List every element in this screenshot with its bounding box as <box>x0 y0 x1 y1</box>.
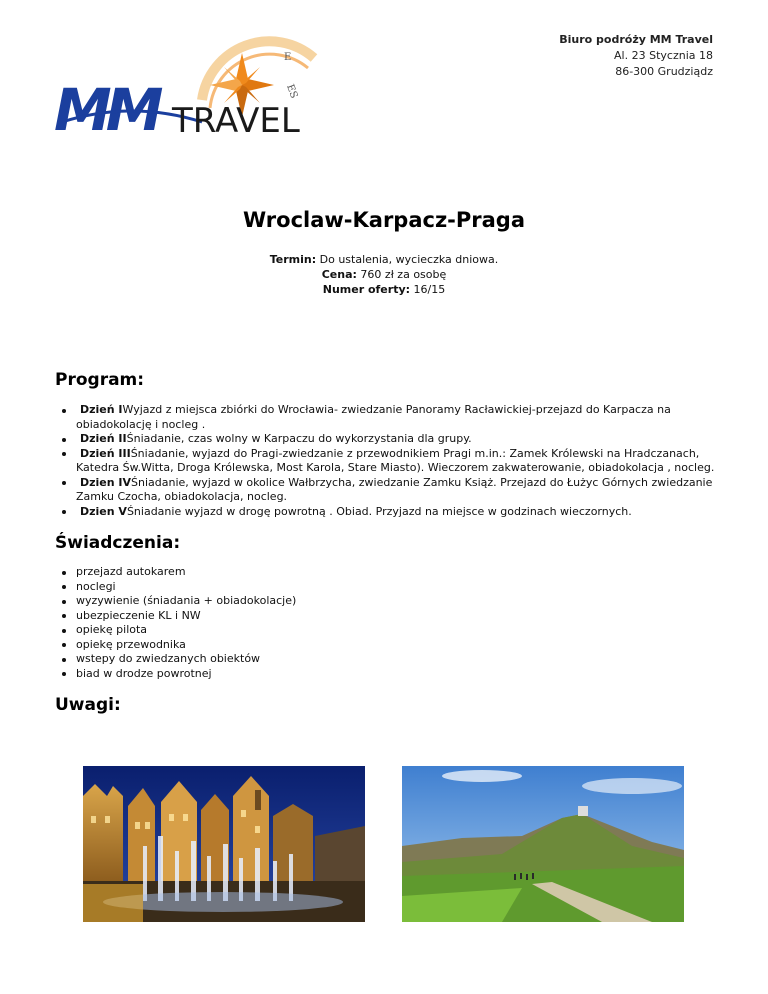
swiadczenia-list <box>62 565 462 681</box>
program-day <box>62 432 724 447</box>
oferta-value: 16/15 <box>413 283 446 296</box>
list-item: opiekę pilota <box>62 623 462 638</box>
termin-row <box>0 252 768 267</box>
day-label: Dzien IV <box>80 475 132 489</box>
logo-mm-text: MM <box>54 76 158 142</box>
program-day <box>62 403 724 432</box>
trip-meta <box>0 252 768 297</box>
program-list <box>62 403 724 519</box>
wroclaw-fountain-photo <box>83 766 365 922</box>
program-heading: Program: <box>55 370 145 390</box>
list-item: wstepy do zwiedzanych obiektów <box>62 652 462 667</box>
program-day <box>62 505 724 520</box>
day-text: Śniadanie, wyjazd do Pragi-zwiedzanie z przewodnikiem Pragi m.in.: Zamek Królewski na Hradczanach, Katedra Św.Witta, Droga Królewska, Most Karola, Stare Miasto). Wieczorem zakwaterowanie, obiadokolacja , nocleg. <box>76 446 715 474</box>
day-text: Śniadanie wyjazd w drogę powrotną . Obiad. Przyjazd na miejsce w godzinach wieczornych. <box>126 504 632 518</box>
cena-row <box>0 267 768 282</box>
day-text: Wyjazd z miejsca zbiórki do Wrocławia- zwiedzanie Panoramy Racławickiej-przejazd do Karpacza na obiadokolację i nocleg . <box>76 403 671 431</box>
day-label: Dzień I <box>80 403 123 416</box>
cena-label: Cena: <box>321 268 357 281</box>
logo-travel-text: TRAVEL <box>172 101 300 141</box>
compass-letter-es: ES <box>284 82 300 100</box>
day-label: Dzien V <box>80 504 127 518</box>
list-item: opiekę przewodnika <box>62 638 462 653</box>
mm-travel-logo <box>52 30 327 142</box>
list-item: biad w drodze powrotnej <box>62 667 462 682</box>
company-address-line1: Al. 23 Stycznia 18 <box>614 49 713 62</box>
compass-letter-e: E <box>284 52 292 63</box>
company-name: Biuro podróży MM Travel <box>559 33 713 46</box>
wroclaw-photo-illustration <box>83 766 365 922</box>
oferta-row <box>0 282 768 297</box>
company-address-line2: 86-300 Grudziądz <box>615 65 713 78</box>
logo-graphic <box>52 30 327 142</box>
day-label: Dzień III <box>80 446 131 460</box>
list-item: ubezpieczenie KL i NW <box>62 609 462 624</box>
karkonosze-mountain-photo <box>402 766 684 922</box>
company-info <box>559 32 713 80</box>
oferta-label: Numer oferty: <box>322 283 411 296</box>
program-day <box>62 476 724 505</box>
cena-value: 760 zł za osobę <box>360 268 447 281</box>
list-item: noclegi <box>62 580 462 595</box>
trip-title: Wroclaw-Karpacz-Praga <box>242 208 526 232</box>
termin-label: Termin: <box>269 253 317 266</box>
list-item: wyzywienie (śniadania + obiadokolacje) <box>62 594 462 609</box>
swiadczenia-heading: Świadczenia: <box>55 533 181 553</box>
uwagi-heading: Uwagi: <box>55 695 121 715</box>
day-label: Dzień II <box>80 432 127 445</box>
termin-value: Do ustalenia, wycieczka dniowa. <box>319 253 499 266</box>
mountain-photo-illustration <box>402 766 684 922</box>
day-text: Śniadanie, wyjazd w okolice Wałbrzycha, zwiedzanie Zamku Książ. Przejazd do Łużyc Górnych zwiedzanie Zamku Czocha, obiadokolacja, nocleg. <box>76 475 713 503</box>
program-day <box>62 447 724 476</box>
list-item: przejazd autokarem <box>62 565 462 580</box>
day-text: Śniadanie, czas wolny w Karpaczu do wykorzystania dla grupy. <box>126 432 472 445</box>
